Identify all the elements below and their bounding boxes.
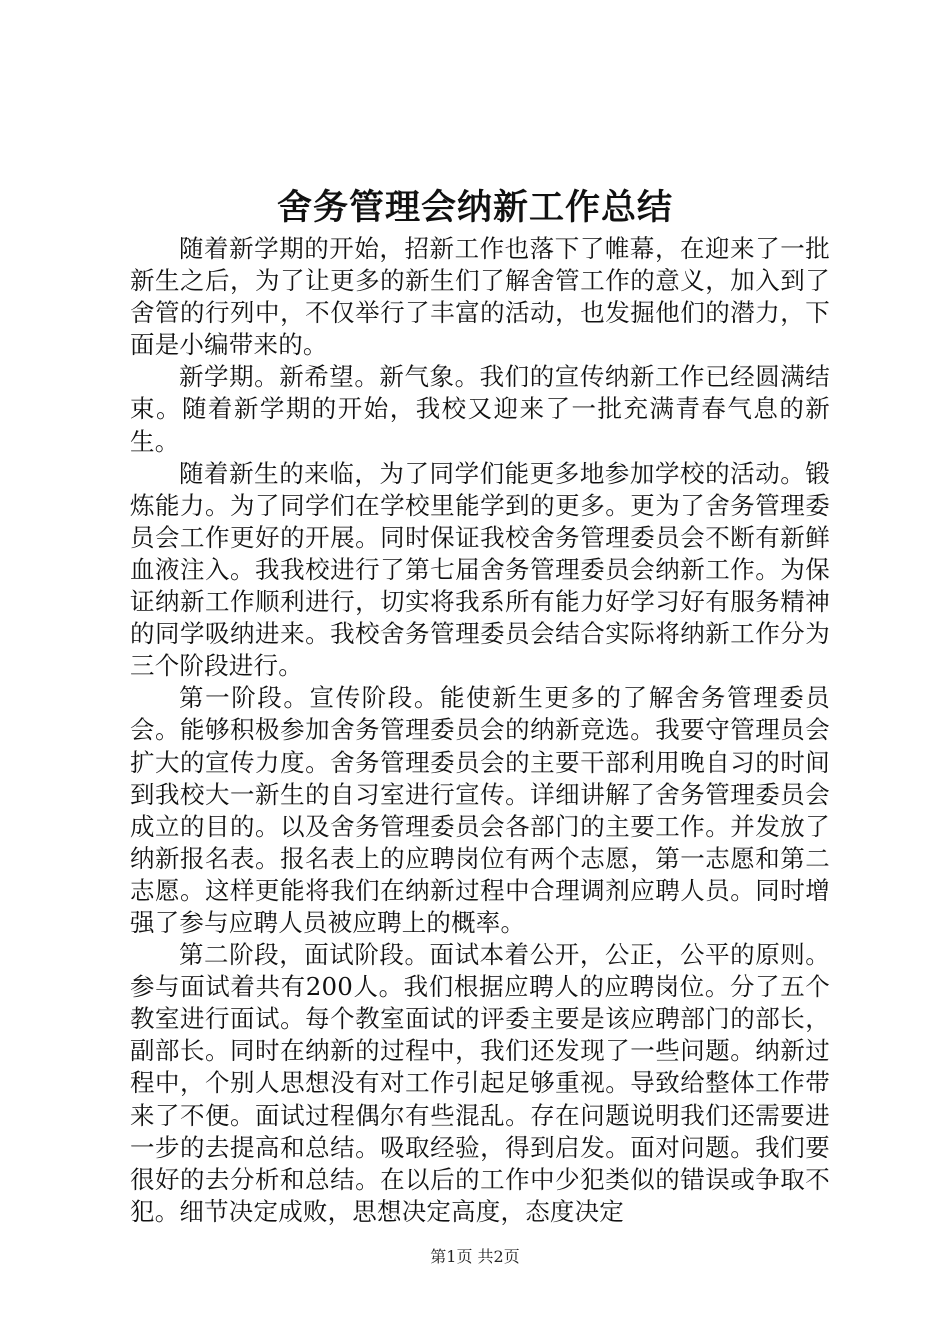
paragraph-new-semester: 新学期。新希望。新气象。我们的宣传纳新工作已经圆满结束。随着新学期的开始，我校又迎来了一批充满青春气息的新生。	[130, 362, 830, 456]
paragraph-stage-two: 第二阶段，面试阶段。面试本着公开，公正，公平的原则。参与面试着共有200人。我们根据应聘人的应聘岗位。分了五个教室进行面试。每个教室面试的评委主要是该应聘部门的部长，副部长。同时在纳新的过程中，我们还发现了一些问题。纳新过程中，个别人思想没有对工作引起足够重视。导致给整体工作带来了不便。面试过程偶尔有些混乱。存在问题说明我们还需要进一步的去提高和总结。吸取经验，得到启发。面对问题。我们要很好的去分析和总结。在以后的工作中少犯类似的错误或争取不犯。细节决定成败，思想决定高度，态度决定	[130, 940, 830, 1226]
paragraph-intro: 随着新学期的开始，招新工作也落下了帷幕，在迎来了一批新生之后，为了让更多的新生们了解舍管工作的意义，加入到了舍管的行列中，不仅举行了丰富的活动，也发掘他们的潜力，下面是小编带来的。	[130, 234, 830, 360]
paragraph-stage-one: 第一阶段。宣传阶段。能使新生更多的了解舍务管理委员会。能够积极参加舍务管理委员会的纳新竞选。我要守管理员会扩大的宣传力度。舍务管理委员会的主要干部利用晚自习的时间到我校大一新生的自习室进行宣传。详细讲解了舍务管理委员会成立的目的。以及舍务管理委员会各部门的主要工作。并发放了纳新报名表。报名表上的应聘岗位有两个志愿，第一志愿和第二志愿。这样更能将我们在纳新过程中合理调剂应聘人员。同时增强了参与应聘人员被应聘上的概率。	[130, 683, 830, 937]
document-title: 舍务管理会纳新工作总结	[276, 187, 673, 228]
paragraph-recruitment-plan: 随着新生的来临，为了同学们能更多地参加学校的活动。锻炼能力。为了同学们在学校里能学到的更多。更为了舍务管理委员会工作更好的开展。同时保证我校舍务管理委员会不断有新鲜血液注入。我我校进行了第七届舍务管理委员会纳新工作。为保证纳新工作顺利进行，切实将我系所有能力好学习好有服务精神的同学吸纳进来。我校舍务管理委员会结合实际将纳新工作分为三个阶段进行。	[130, 458, 830, 681]
page-number-footer: 第1页 共2页	[430, 1247, 520, 1266]
document-body	[130, 233, 830, 1228]
